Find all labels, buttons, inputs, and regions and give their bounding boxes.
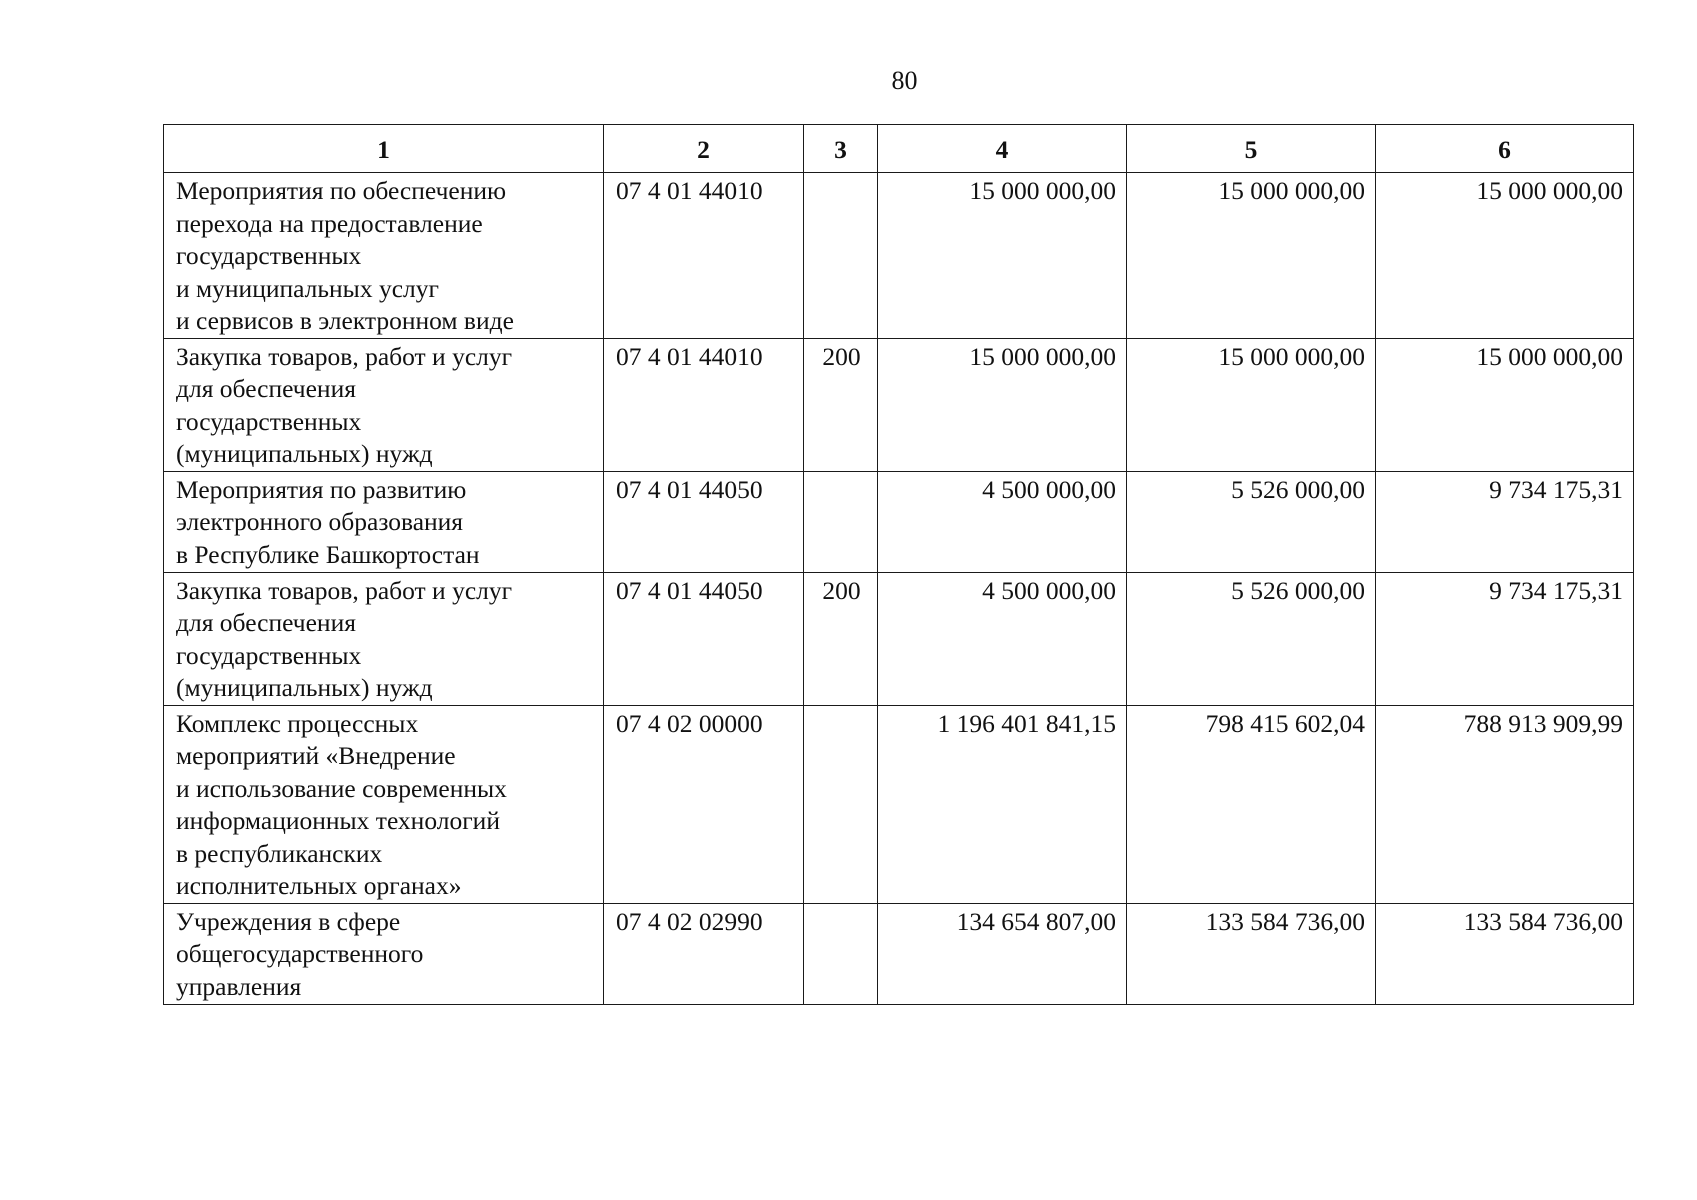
row-value-5-cell: 133 584 736,00 (1127, 903, 1376, 1004)
row-value-6-cell: 15 000 000,00 (1376, 338, 1634, 471)
row-value-4-cell: 15 000 000,00 (878, 173, 1127, 339)
row-type-cell (804, 705, 878, 903)
row-name-cell: Мероприятия по обеспечению перехода на предоставление государственных и муниципальных услуг и сервисов в электронном виде (164, 173, 604, 339)
row-value-6-cell: 133 584 736,00 (1376, 903, 1634, 1004)
column-header-6: 6 (1376, 125, 1634, 173)
row-code-cell: 07 4 01 44050 (604, 572, 804, 705)
row-value-6-cell: 15 000 000,00 (1376, 173, 1634, 339)
row-type-cell (804, 471, 878, 572)
table-row (164, 338, 1634, 471)
row-name-cell: Учреждения в сфере общегосударственного управления (164, 903, 604, 1004)
row-value-6-cell: 788 913 909,99 (1376, 705, 1634, 903)
row-value-4-cell: 4 500 000,00 (878, 471, 1127, 572)
row-value-4-cell: 15 000 000,00 (878, 338, 1127, 471)
row-type-cell (804, 173, 878, 339)
column-header-3: 3 (804, 125, 878, 173)
row-value-6-cell: 9 734 175,31 (1376, 471, 1634, 572)
row-value-6-cell: 9 734 175,31 (1376, 572, 1634, 705)
row-value-5-cell: 798 415 602,04 (1127, 705, 1376, 903)
header-row (164, 125, 1634, 173)
row-value-4-cell: 4 500 000,00 (878, 572, 1127, 705)
column-header-5: 5 (1127, 125, 1376, 173)
budget-table (163, 124, 1634, 1005)
row-code-cell: 07 4 02 02990 (604, 903, 804, 1004)
row-type-cell (804, 903, 878, 1004)
table-row (164, 705, 1634, 903)
column-header-2: 2 (604, 125, 804, 173)
row-type-cell: 200 (804, 572, 878, 705)
row-name-cell: Мероприятия по развитию электронного образования в Республике Башкортостан (164, 471, 604, 572)
row-value-4-cell: 134 654 807,00 (878, 903, 1127, 1004)
page-number: 80 (891, 66, 918, 95)
table-row (164, 572, 1634, 705)
row-name-cell: Закупка товаров, работ и услуг для обеспечения государственных (муниципальных) нужд (164, 338, 604, 471)
row-name-cell: Комплекс процессных мероприятий «Внедрение и использование современных информационных технологий в республиканских исполнительных органах» (164, 705, 604, 903)
row-type-cell: 200 (804, 338, 878, 471)
row-code-cell: 07 4 02 00000 (604, 705, 804, 903)
row-value-5-cell: 15 000 000,00 (1127, 173, 1376, 339)
row-code-cell: 07 4 01 44010 (604, 173, 804, 339)
row-name-cell: Закупка товаров, работ и услуг для обеспечения государственных (муниципальных) нужд (164, 572, 604, 705)
row-value-5-cell: 5 526 000,00 (1127, 471, 1376, 572)
table-row (164, 471, 1634, 572)
column-header-4: 4 (878, 125, 1127, 173)
row-value-5-cell: 15 000 000,00 (1127, 338, 1376, 471)
row-code-cell: 07 4 01 44010 (604, 338, 804, 471)
table-row (164, 903, 1634, 1004)
row-value-5-cell: 5 526 000,00 (1127, 572, 1376, 705)
row-value-4-cell: 1 196 401 841,15 (878, 705, 1127, 903)
column-header-1: 1 (164, 125, 604, 173)
table-row (164, 173, 1634, 339)
row-code-cell: 07 4 01 44050 (604, 471, 804, 572)
